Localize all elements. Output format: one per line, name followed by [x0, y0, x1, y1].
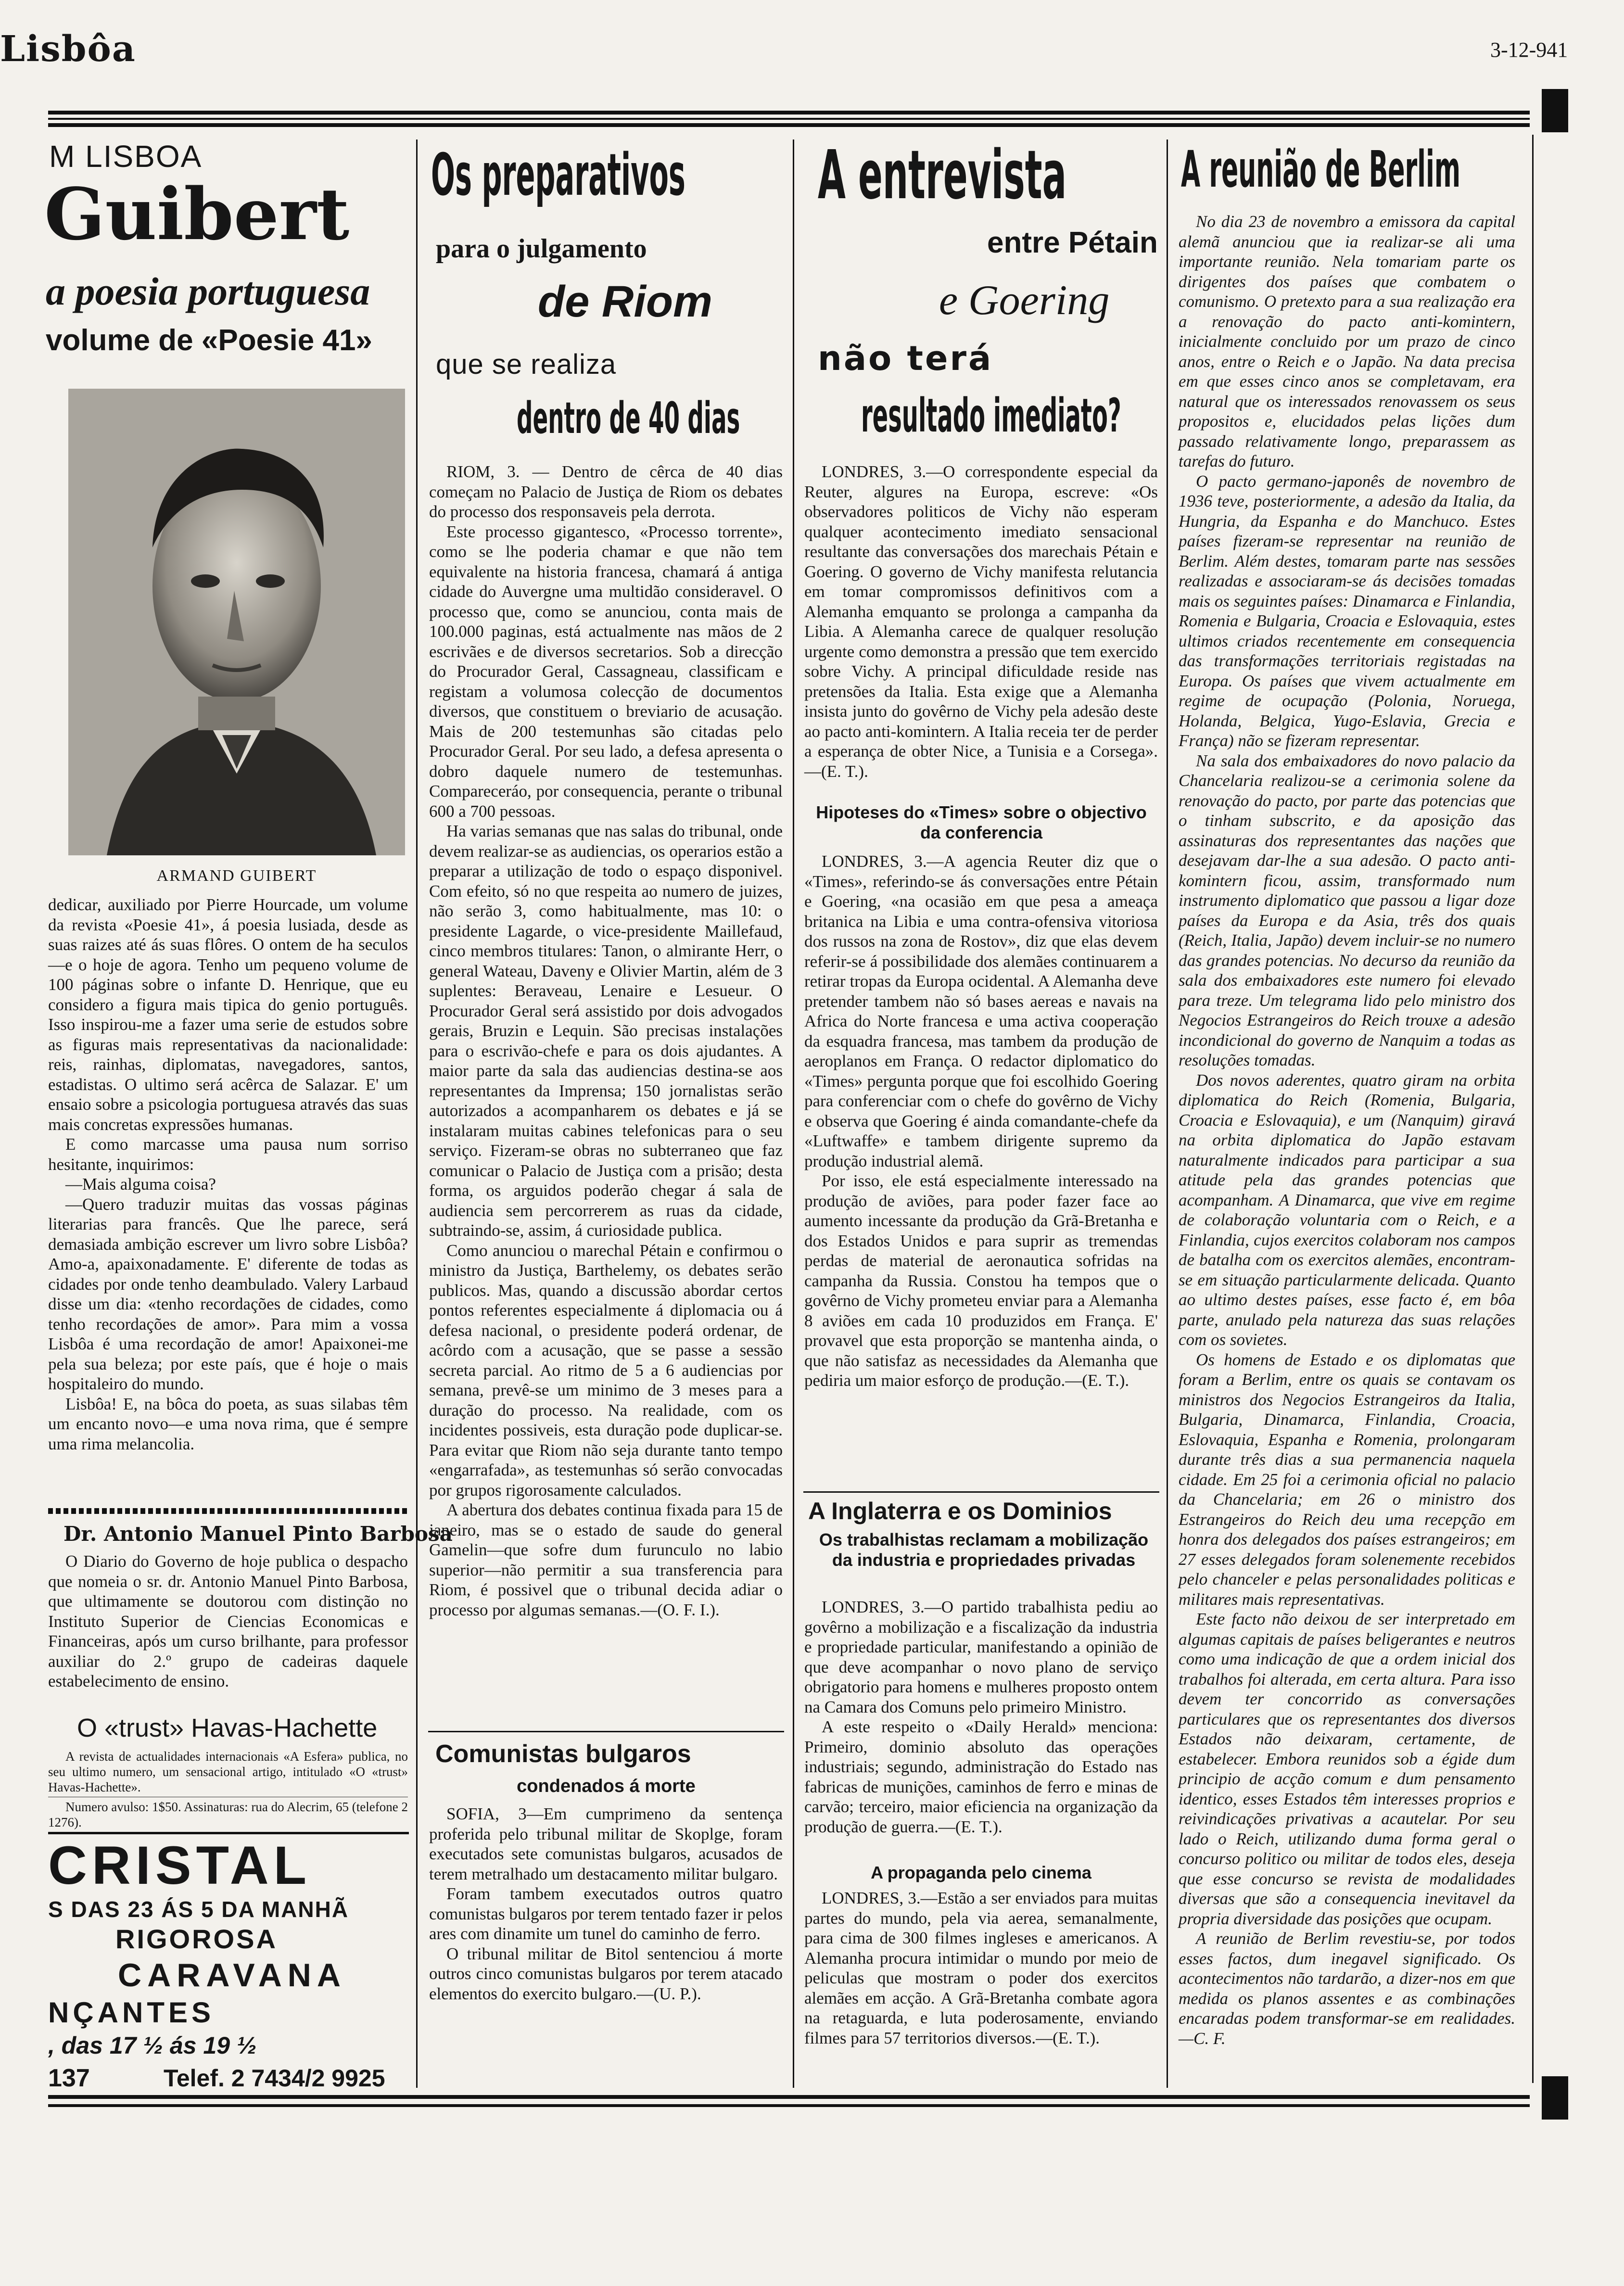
col2-title: Os preparativos [431, 142, 685, 209]
col2-para-3: Ha varias semanas que nas salas do tribunal, onde devem realizar-se as audiencias, os operarios estão a preparar a utilização de todo o espaço disponivel. Com efeito, só no que respeita ao numero de juizes, não serão 3, como habitualmente, mas 10: o presidente Lagarde, o vice-presidente Maillefaud, cinco membros titulares: Tanon, o almirante Herr, o general Wateau, Daveny e Olivier Martin, além de 3 suplentes: Beraveau, Lenaire e Lesueur. O Procurador Geral será assistido por dois advogados gerais, Bruzin e Lequin. São precisas instalações para o escrivão-chefe e para os dois ajudantes. A maior parte da sala das audiencias destina-se aos representantes da Imprensa; 150 jornalistas serão autorizados a acompanharem os debates e já se instalaram muitas cabines telefonicas para o seu serviço. Fizeram-se obras no subterraneo que faz comunicar o Palacio de Justiça com a prisão; desta forma, os arguidos poderão chegar á sala de audiencia sem percorrerem as ruas da cidade, subtraindo-se, assim, á curiosidade publica. [429, 822, 783, 1240]
inglaterra-body [804, 1597, 1158, 1852]
ad-top-rule [48, 1832, 409, 1834]
ad-caravana: CARAVANA [118, 1957, 347, 1994]
cinema-subheading-text: A propaganda pelo cinema [871, 1863, 1091, 1882]
col1-para-2: E como marcasse uma pausa num sorriso hesitante, inquirimos: [48, 1135, 408, 1174]
ad-hours: , das 17 ½ ás 19 ½ [48, 2032, 257, 2059]
times-para-1: LONDRES, 3.—A agencia Reuter diz que o «Times», referindo-se ás conversações entre Pétain e Goering, «na ocasião em que pesa a ameaça britanica na Libia e uma contra-ofensiva vitoriosa dos russos na zona de Rostov», diz que elas devem referir-se á possibilidade dos alemães continuarem a retirar tropas da Europa ocidental. A Alemanha deve pretender tambem não só bases aereas e navais na Africa do Norte francesa e uma activa cooperação da esquadra francesa, mas tambem da produção de aeroplanos em França. O redactor diplomatico do «Times» pergunta porque que foi escolhido Goering para conferenciar com o chefe do govêrno de Vichy e observa que Goering é ainda comandante-chefe da «Luftwaffe» e tambem dirigente supremo da produção industrial alemã. [804, 852, 1158, 1170]
bulgaros-para-2: Foram tambem executados outros quatro comunistas bulgaros por terem tentado fazer ir pelos ares com dinamite um tunel do caminho de ferro. [429, 1884, 783, 1943]
col3-para-1: LONDRES, 3.—O correspondente especial da Reuter, algures na Europa, escreve: «Os observadores politicos de Vichy não esperam qualquer acontecimento imediato sensacional resultante das conversações dos marechais Pétain e Goering. O governo de Vichy manifesta relutancia em tomar compromissos definitivos com a Alemanha emquanto se prolonga a campanha da Libia. A Alemanha carece de qualquer resolução urgente como demonstra a pressão que tem exercido sobre Vichy. A principal dificuldade reside nas pretensões da Italia. Esta exige que a Alemanha insista junto do govêrno de Vichy pela adesão deste ao pacto anti-komintern. A Italia receia ter de perder a esperança de obter Nice, a Tunisia e a Corsega».—(E. T.). [804, 462, 1158, 781]
col3-sub3: não terá [818, 339, 993, 378]
col1-subtitle2: volume de «Poesie 41» [46, 324, 372, 357]
col3-body [804, 462, 1158, 799]
header-rule-3 [48, 123, 1530, 127]
col3-sub4: resultado imediato? [861, 389, 1121, 443]
bulgaros-subheading: condenados á morte [517, 1776, 696, 1796]
footer-rule-2 [48, 2104, 1530, 2107]
inglaterra-subheading [813, 1530, 1155, 1570]
col4-body [1179, 212, 1515, 2088]
cinema-para-1: LONDRES, 3.—Estão a ser enviados para muitas partes do mundo, pela via aerea, semanalmente, para cima de 300 filmes ingleses e americanos. A Alemanha procura intimidar o mundo por meio de peliculas que mostram o poder dos exercitos alemães em acção. A Grã-Bretanha combate agora na retaguarda, e luta poderosamente, enviando filmes para 57 territorios diversos.—(E. T.). [804, 1889, 1158, 2047]
barbosa-heading: Dr. Antonio Manuel Pinto Barbosa [63, 1522, 453, 1546]
col1-title: Guibert [44, 172, 350, 256]
masthead-paper-name: Lisbôa [0, 28, 136, 70]
photo-caption: ARMAND GUIBERT [156, 867, 317, 885]
ad-rigorosa: RIGOROSA [115, 1924, 278, 1954]
barbosa-body [48, 1551, 408, 1705]
col4-title: A reunião de Berlim [1181, 140, 1461, 199]
column-separator-3 [1167, 140, 1168, 2088]
column-separator-2 [793, 140, 794, 2088]
inglaterra-heading: A Inglaterra e os Dominios [808, 1498, 1112, 1524]
ad-telephone: Telef. 2 7434/2 9925 [164, 2065, 385, 2092]
col1-subtitle: a poesia portuguesa [46, 269, 370, 313]
ad-dancantes: NÇANTES [48, 1996, 215, 2029]
col2-para-1: RIOM, 3. — Dentro de cêrca de 40 dias começam no Palacio de Justiça de Riom os debates do processo dos responsaveis pela derrota. [429, 462, 783, 521]
col1-para-1: dedicar, auxiliado por Pierre Hourcade, um volume da revista «Poesie 41», á poesia lusiada, desde as suas raizes até ás suas flôres. O ontem de ha seculos—e o hoje de agora. Tenho um pequeno volume de 100 páginas sobre o infante D. Henrique, que eu considero a figura mais tipica do genio português. Isso inspirou-me a fazer uma serie de estudos sobre as figuras mais representativas da nacionalidade: reis, rainhas, diplomatas, navegadores, santos, estadistas. O ultimo será acêrca de Salazar. E' um ensaio sobre a psicologia portuguesa através das suas mais concretas expressões humanas. [48, 895, 408, 1134]
col4-para-5: Os homens de Estado e os diplomatas que foram a Berlim, entre os quais se contavam os ministros dos Negocios Estrangeiros da Italia, Bulgaria, Dinamarca, Finlandia, Croacia, Eslovaquia, Espanha e Romenia, prolongaram durante três dias a sua permanencia naquela cidade. Em 25 foi a cerimonia oficial no palacio da Chancelaria; em 26 o ministro dos Estrangeiros do Reich deu uma recepção em honra dos delegados dos países estrangeiros; em 27 esses delegados foram solenemente recebidos pelo chanceler e pelas personalidades politicas e militares mais representativas. [1179, 1350, 1515, 1609]
col4-para-6: Este facto não deixou de ser interpretado em algumas capitais de países beligerantes e neutros como uma indicação de que a ordem inicial dos trabalhos foi alterada, em certa altura. Para isso devem ter concorrido as conversações particulares que os representantes dos diversos Estados não deixaram, certamente, de estabelecer. Embora reunidos sob a égide dum principio de acção comum e dum pensamento identico, esses Estados têm interesses proprios e reivindicações privativas a acautelar. Por seu lado o Reich, utilizando duma forma geral o concurso politico ou militar de todos eles, deseja que esse concurso se revista de modalidades diversas que são a consequencia inevitavel da propria diversidade das posições que ocupam. [1179, 1610, 1515, 1928]
cinema-body [804, 1888, 1158, 2090]
col1-para-4: —Quero traduzir muitas das vossas páginas literarias para francês. Que lhe parece, será demasiada ambição escrever um livro sobre Lisbôa? Amo-a, apaixonadamente. E' diferente de todas as cidades por onde tenho deambulado. Valery Larbaud disse um dia: «tenho recordações de cidades, como tenho recordações de amor». Para mim a vossa Lisbôa é uma recordação de amor! Apaixonei-me pela sua beleza; por este país, que é hoje o mais hospitaleiro do mundo. [48, 1194, 408, 1393]
times-para-2: Por isso, ele está especialmente interessado na produção de aviões, para poder fazer face ao aumento incessante da produção da Grã-Bretanha e dos Estados Unidos e para suprir as tremendas perdas de material de aeronautica sofridas na campanha da Russia. Constou ha tempos que o govêrno de Vichy prometeu enviar para a Alemanha 8 aviões em cada 10 produzidos em França. E' provavel que esta proporção se mantenha ainda, o que não satisfaz as necessidades da Alemanha que pediria um maior esforço de produção.—(E. T.). [804, 1171, 1158, 1390]
bulgaros-para-3: O tribunal militar de Bitol sentenciou á morte outros cinco comunistas bulgaros por terem atacado elementos do exercito bulgaro.—(U. P.). [429, 1944, 783, 2003]
col1-body [48, 895, 408, 1501]
times-subheading [808, 802, 1155, 843]
author-portrait-photo [68, 389, 405, 855]
header-rule-1 [48, 111, 1530, 114]
col2-sub1: para o julgamento [436, 234, 647, 264]
cinema-subheading [804, 1863, 1158, 1883]
inglaterra-para-2: A este respeito o «Daily Herald» menciona: Primeiro, dominio absoluto das operações industriais; segundo, administração do Estado nas fabricas de munições, caminhos de ferro e minas de carvão; terceiro, maior eficiencia na organização da produção de guerra.—(E. T.). [804, 1717, 1158, 1836]
margin-tab-bottom [1542, 2076, 1568, 2120]
col2-body [429, 462, 783, 1722]
havas-body [48, 1749, 408, 1829]
times-body [804, 851, 1158, 1486]
margin-vertical-line [1532, 135, 1534, 2083]
col3-title: A entrevista [818, 136, 1067, 215]
col3-section-rule [803, 1491, 1159, 1493]
footer-rule-1 [48, 2095, 1530, 2099]
col2-para-4: Como anunciou o marechal Pétain e confirmou o ministro da Justiça, Barthelemy, os debates serão publicos. Mas, quando a discussão abordar certos pontos referentes especialmente á diplomacia ou á defesa nacional, o presidente poderá ordenar, de acôrdo com a acusação, que se passe a sessão secreta parcial. Ao ritmo de 5 a 6 audiencias por semana, prevê-se um minimo de 3 meses para a duração do processo. Na realidade, com os incidentes possiveis, esta duração pode duplicar-se. Para evitar que Riom não seja durante tanto tempo «engarrafada», as testemunhas só serão convocadas por grupos rigorosamente calculados. [429, 1241, 783, 1499]
ad-schedule: S DAS 23 ÁS 5 DA MANHÃ [48, 1897, 349, 1922]
masthead-date: 3-12-941 [1490, 38, 1568, 62]
portrait-illustration [68, 389, 405, 855]
col2-sub2: de Riom [538, 277, 712, 326]
col4-para-2: O pacto germano-japonês de novembro de 1936 teve, posteriormente, a adesão da Italia, da Hungria, da Espanha e do Manchuco. Estes países fizeram-se representar na reunião de Berlim. Além destes, tomaram parte nas sessões realizadas e associaram-se ás decisões tomadas mais os seguintes países: Dinamarca e Finlandia, Romenia e Bulgaria, Croacia e Eslovaquia, estes ultimos criados recentemente em consequencia das transformações territoriais registadas na Europa. Os países que vivem actualmente em regime de ocupação (Polonia, Noruega, Holanda, Belgica, Yugo-Eslavia, Grecia e França) não se fizeram representar. [1179, 471, 1515, 750]
ad-code: 137 [48, 2064, 90, 2092]
col2-para-2: Este processo gigantesco, «Processo torrente», como se lhe poderia chamar e que não tem equivalente na historia francesa, chamará á antiga cidade do Auvergne uma multidão consideravel. O processo que, como se anunciou, conta mais de 100.000 paginas, está actualmente nas mãos de 2 escrivães e de diversos secretarios. Sob a direcção do Procurador Geral, Cassagneau, classificam e registam a volumosa colecção de documentos diversos, que constituem o breviario de acusação. Mais de 200 testemunhas são citadas pelo Procurador Geral. Por seu lado, a defesa apresenta o dobro daquele numero de testemunhas. Compareceráo, por consequencia, perante o tribunal 600 a 700 pessoas. [429, 522, 783, 821]
bulgaros-body [429, 1804, 783, 2093]
header-rule-2 [48, 118, 1530, 120]
havas-footer: Numero avulso: 1$50. Assinaturas: rua do Alecrim, 65 (telefone 2 1276). [48, 1797, 408, 1830]
havas-para: A revista de actualidades internacionais «A Esfera» publica, no seu ultimo numero, um sensacional artigo, intitulado «O «trust» Havas-Hachette». [48, 1749, 408, 1794]
col1-dotted-rule [48, 1508, 409, 1514]
col2-sub4: dentro de 40 dias [517, 393, 740, 444]
bulgaros-para-1: SOFIA, 3—Em cumprimeno da sentença proferida pelo tribunal militar de Skoplge, foram executados sete comunistas bulgaros, acusados de terem metralhado um destacamento militar bulgaro. [429, 1804, 783, 1883]
col3-sub2: e Goering [939, 277, 1110, 324]
col1-para-3: —Mais alguma coisa? [65, 1175, 216, 1194]
col3-sub1: entre Pétain [987, 226, 1158, 259]
inglaterra-para-1: LONDRES, 3.—O partido trabalhista pediu ao govêrno a mobilização e a fiscalização da industria e propriedade particular, manifestando a opinião de que deve acompanhar o novo plano de serviço obrigatorio para homens e mulheres proposto ontem na Camara dos Comuns pelo primeiro Ministro. [804, 1598, 1158, 1716]
column-separator-1 [416, 140, 418, 2088]
col4-para-4: Dos novos aderentes, quatro giram na orbita diplomatica do Reich (Romenia, Bulgaria, Croacia e Eslovaquia), e um (Nanquim) giravá na orbita diplomatica do Japão estavam naturalmente indicados para participar a sua atitude pela das grandes potencias que acompanham. A Dinamarca, que vive em regime de colaboração voluntaria com o Reich, e a Finlandia, cujos exercitos colaboram nos campos de batalha com os exercitos alemães, encontram-se em situação particularmente delicada. Quanto ao ultimo destes países, esse facto é, em bôa parte, anulado pela natureza das suas relações com os sovietes. [1179, 1070, 1515, 1349]
col2-sub3: que se realiza [436, 349, 617, 380]
barbosa-para: O Diario do Governo de hoje publica o despacho que nomeia o sr. dr. Antonio Manuel Pinto Barbosa, que ultimamente se doutorou com distinção no Instituto Superior de Ciencias Economicas e Financeiras, após um curso brilhante, para professor auxiliar do 2.º grupo de cadeiras daquele estabelecimento de ensino. [48, 1552, 408, 1690]
margin-tab-top [1542, 89, 1568, 132]
havas-heading: O «trust» Havas-Hachette [77, 1714, 378, 1742]
col2-section-rule [428, 1731, 784, 1732]
col2-para-5: A abertura dos debates continua fixada para 15 de janeiro, mas se o estado de saude do general Gamelin—que sofre dum furunculo no labio superior—não permitir a sua transferencia para Riom, é possivel que o tribunal decida adiar o processo por algumas semanas.—(O. F. I.). [429, 1500, 783, 1619]
times-subheading-text: Hipoteses do «Times» sobre o objectivo da conferencia [816, 802, 1147, 842]
ad-cristal: CRISTAL [48, 1835, 311, 1895]
col1-para-5: Lisbôa! E, na bôca do poeta, as suas silabas têm um encanto novo—e uma nova rima, que é sempre uma rima melancolia. [48, 1394, 408, 1453]
col1-kicker: M LISBOA [49, 139, 203, 174]
col4-para-3: Na sala dos embaixadores do novo palacio da Chancelaria realizou-se a cerimonia solene da renovação do pacto, por parte das potencias que o tinham subscrito, e da aposição das assinaturas dos representantes das nações que desejavam dar-lhe a sua adesão. O pacto anti-komintern ficou, assim, transformado num instrumento diplomatico que passou a ligar doze países da Europa e da Asia, três dos quais (Reich, Italia, Japão) devem incluir-se no numero das grandes potencias. No decurso da reunião da sala dos embaixadores este numero foi elevado para treze. Um telegrama lido pelo ministro dos Negocios Estrangeiros do Reich trouxe a adesão incondicional do governo de Nanquim a todas as resoluções tomadas. [1179, 751, 1515, 1069]
col4-para-7: A reunião de Berlim revestiu-se, por todos esses factos, dum inegavel significado. Os acontecimentos não tardarão, a dizer-nos em que medida os planos assentes e as combinações encaradas podem transformar-se em realidades.—C. F. [1179, 1929, 1515, 2048]
col4-para-1: No dia 23 de novembro a emissora da capital alemã anunciou que ia realizar-se ali uma importante reunião. Nela tomariam parte os dirigentes dos países que combatem o comunismo. O pretexto para a sua realização era a renovação do pacto anti-komintern, inicialmente concluido por um prazo de cinco anos, entre o Reich e o Japão. Na data precisa em que esses cinco anos se completavam, era natural que os interessados renovassem os seus propositos e, elucidados pelas lições dum passado relativamente longo, preparassem as tarefas do futuro. [1179, 212, 1515, 470]
inglaterra-subheading-text: Os trabalhistas reclamam a mobilização da industria e propriedades privadas [819, 1530, 1149, 1570]
bulgaros-heading: Comunistas bulgaros [435, 1740, 691, 1768]
